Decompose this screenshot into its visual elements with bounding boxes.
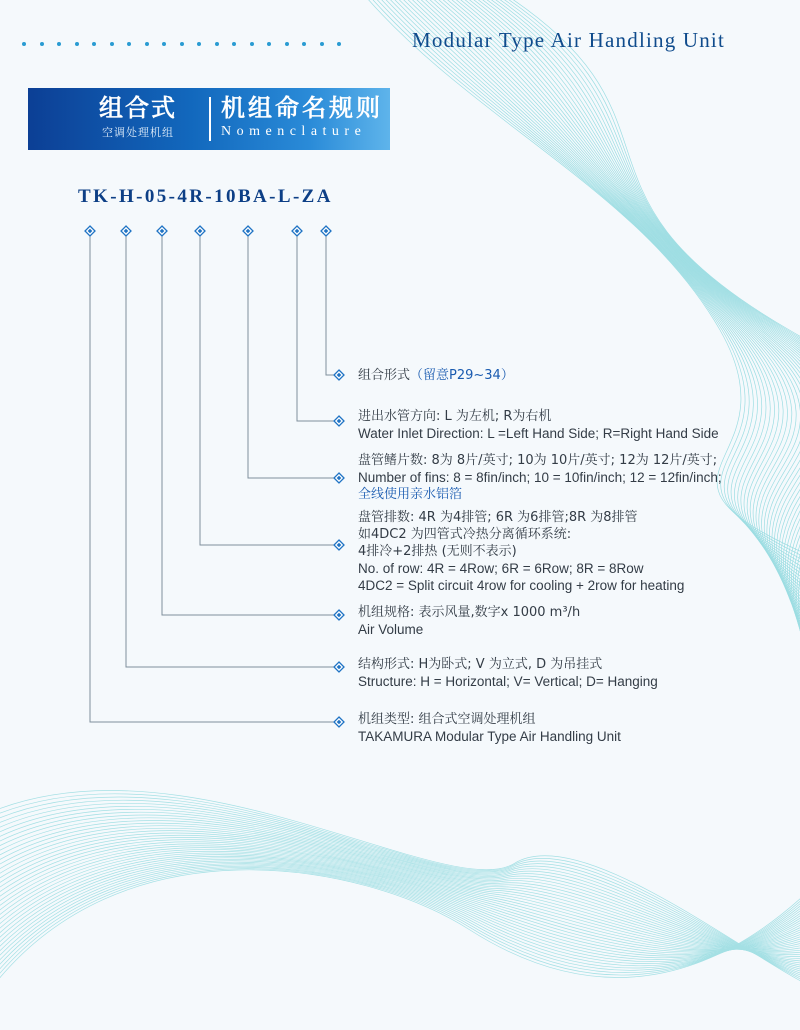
diamond-bullet-icon [334,473,344,483]
connector-fins [248,231,335,478]
banner-title-left: 组合式 [99,94,177,122]
connector-inlet [297,231,335,421]
header-dot [75,42,79,46]
diamond-bullet-icon [121,226,131,236]
header-dot [180,42,184,46]
entry-type [358,711,621,745]
diamond-bullet-icon [334,416,344,426]
banner-english-title: Nomenclature [221,124,367,139]
header-dot [215,42,219,46]
fins-note: 全线使用亲水铝箔 [358,487,463,502]
fins-cn: 盘管鳍片数: 8为 8片/英寸; 10为 10片/英寸; 12为 12片/英寸; [358,453,718,468]
diamond-bullet-icon [334,370,344,380]
banner-title-right: 机组命名规则 [221,94,383,122]
entry-inlet [358,408,719,442]
type-cn: 机组类型: 组合式空调处理机组 [358,712,536,727]
header-dot [110,42,114,46]
arrangement-note: （留意P29~34） [410,368,514,383]
rows-cn-3: 4排冷+2排热 (无则不表示) [358,544,517,559]
header-dot [22,42,26,46]
fins-en: Number of fins: 8 = 8fin/inch; 10 = 10fin/inch; 12 = 12fin/inch; [358,470,722,485]
structure-cn: 结构形式: H为卧式; V 为立式, D 为吊挂式 [358,657,603,672]
diamond-bullet-icon [292,226,302,236]
rows-en-2: 4DC2 = Split circuit 4row for cooling + 2row for heating [358,578,685,593]
header-dot [267,42,271,46]
banner-divider [209,97,211,141]
header-dot [197,42,201,46]
connector-arrangement [326,231,335,375]
banner-left-group [88,94,188,140]
volume-en: Air Volume [358,622,424,637]
entry-fins [358,452,722,503]
inlet-en: Water Inlet Direction: L =Left Hand Side; R=Right Hand Side [358,426,719,441]
banner-right-group [221,94,383,140]
rows-cn-2: 如4DC2 为四管式冷热分离循环系统: [358,527,572,542]
diamond-bullet-icon [334,610,344,620]
header-dot [127,42,131,46]
section-banner [28,88,390,150]
header-dot [92,42,96,46]
header-dot [250,42,254,46]
inlet-cn: 进出水管方向: L 为左机; R为右机 [358,409,552,424]
diamond-bullet-icon [334,540,344,550]
banner-subtitle-left: 空调处理机组 [102,127,174,139]
type-en: TAKAMURA Modular Type Air Handling Unit [358,729,621,744]
header-dot [145,42,149,46]
rows-cn-1: 盘管排数: 4R 为4排管; 6R 为6排管;8R 为8排管 [358,510,638,525]
diamond-bullet-icon [195,226,205,236]
header-dot [285,42,289,46]
connector-rows [200,231,335,545]
diamond-bullet-icon [334,717,344,727]
header-dot [302,42,306,46]
diamond-bullet-icon [85,226,95,236]
model-code: TK-H-05-4R-10BA-L-ZA [78,186,333,207]
connector-structure [126,231,335,667]
entry-structure [358,656,658,690]
diamond-bullet-icon [334,662,344,672]
header-bar [0,28,800,54]
diamond-bullet-icon [243,226,253,236]
structure-en: Structure: H = Horizontal; V= Vertical; D= Hanging [358,674,658,689]
header-dot [57,42,61,46]
header-dot [162,42,166,46]
diamond-bullet-icon [157,226,167,236]
header-dot [232,42,236,46]
arrangement-cn: 组合形式 [358,368,411,383]
volume-cn: 机组规格: 表示风量,数字x 1000 m³/h [358,605,581,620]
rows-en-1: No. of row: 4R = 4Row; 6R = 6Row; 8R = 8Row [358,561,644,576]
header-dot [320,42,324,46]
entry-arrangement [358,366,514,384]
header-title: Modular Type Air Handling Unit [412,28,725,52]
header-dot [337,42,341,46]
header-dot [40,42,44,46]
diamond-bullet-icon [321,226,331,236]
connector-type [90,231,335,722]
entry-volume [358,604,580,638]
entry-rows [358,509,684,594]
